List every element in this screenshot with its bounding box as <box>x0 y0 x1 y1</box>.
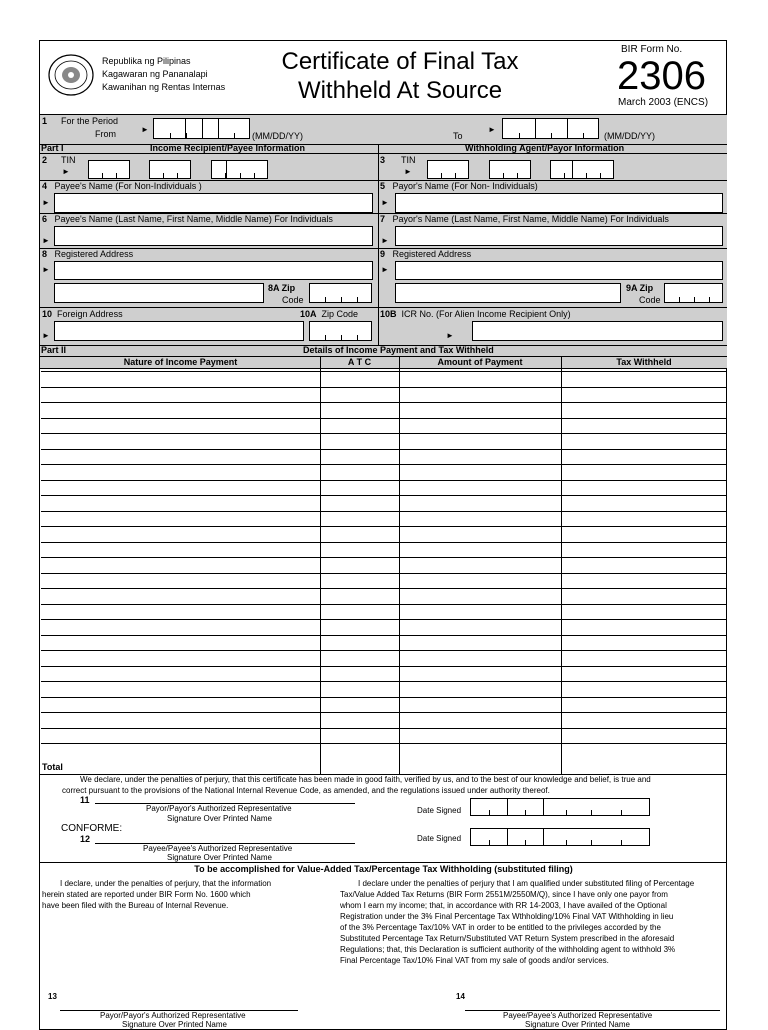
table-row[interactable] <box>41 728 727 729</box>
form-number: 2306 <box>617 54 706 98</box>
table-row[interactable] <box>41 650 727 651</box>
sig12-line2: Signature Over Printed Name <box>167 853 272 862</box>
field9-label: 9 Registered Address <box>380 249 472 259</box>
sig11-line1: Payor/Payor's Authorized Representative <box>146 804 292 813</box>
period-label: For the Period <box>61 116 119 126</box>
table-row[interactable] <box>41 418 727 419</box>
declaration-line1: We declare, under the penalties of perjury, that this certificate has been made in good faith, verified by us, and to the best of our knowledge and belief, is true and <box>80 775 651 784</box>
period-from-label: From <box>95 129 116 139</box>
arrow-icon: ► <box>42 331 50 340</box>
table-row[interactable] <box>41 464 727 465</box>
field10b-label: 10B ICR No. (For Alien Income Recipient Only) <box>380 309 571 319</box>
table-row[interactable] <box>41 619 727 620</box>
part1-label: Part I <box>41 143 64 153</box>
tin-payee-label: TIN <box>61 155 76 165</box>
field6-label: 6 Payee's Name (Last Name, First Name, Middle Name) For Individuals <box>42 214 333 224</box>
declaration-line2: correct pursuant to the provisions of the National Internal Revenue Code, as amended, and the regulations issued under authority thereof. <box>62 786 550 795</box>
substituted-right-text: I declare under the penalties of perjury that I am qualified under substituted filing of Percentage Tax/Value Added Tax Returns (BIR Form 2551M/2550M/Q), since I have only one payor from whom I earn my income; that, in accordance with RR 14-2003, I have availed of the Optional Registration under the 3% Final Percentage Tax Wthholding/10% Final VAT Withholding in lieu of the 3% Percentage Tax/10% VAT in order to be entitled to the privileges accorded by the Substituted Percentage Tax Return/Substituted VAT Return System prescribed in the aforesaid Regulations; that, this Declaration is sufficient authority of the withholding agent to withhold 3% Final Percentage Tax/10% Final VAT from my sale of goods and/or services. <box>340 879 695 965</box>
item11-num: 11 <box>80 795 90 805</box>
field10a-label: 10A Zip Code <box>300 309 359 319</box>
table-row[interactable] <box>41 511 727 512</box>
field8-label: 8 Registered Address <box>42 249 134 259</box>
item12-num: 12 <box>80 834 91 844</box>
sig14-sub: Signature Over Printed Name <box>525 1020 630 1029</box>
sig11-line2: Signature Over Printed Name <box>167 814 272 823</box>
date-signed-12-input[interactable] <box>470 828 650 846</box>
arrow-icon: ► <box>42 236 50 245</box>
tin-payor-num: 3 <box>380 155 386 165</box>
table-row[interactable] <box>41 526 727 527</box>
part2-title: Details of Income Payment and Tax Withheld <box>303 345 494 355</box>
arrow-icon: ► <box>488 125 496 134</box>
arrow-icon: ► <box>141 125 149 134</box>
item14-num: 14 <box>456 992 465 1001</box>
table-row[interactable] <box>41 542 727 543</box>
table-row[interactable] <box>41 604 727 605</box>
col-tax-withheld: Tax Withheld <box>616 357 672 367</box>
arrow-icon: ► <box>42 198 50 207</box>
arrow-icon: ► <box>446 331 454 340</box>
field5-label: 5 Payor's Name (For Non- Individuals) <box>380 181 538 191</box>
tin-payee-num: 2 <box>42 155 48 165</box>
period-num: 1 <box>42 116 48 126</box>
table-row[interactable] <box>41 449 727 450</box>
col-amount: Amount of Payment <box>437 357 523 367</box>
date-signed-12-label: Date Signed <box>417 834 462 843</box>
arrow-icon: ► <box>381 198 389 207</box>
col-nature: Nature of Income Payment <box>123 357 238 367</box>
part1-right-title: Withholding Agent/Payor Information <box>465 143 625 153</box>
period-from-format: (MM/DD/YY) <box>252 131 303 141</box>
form-label: BIR Form No. <box>621 44 683 55</box>
table-row[interactable] <box>41 495 727 496</box>
arrow-icon: ► <box>404 167 412 176</box>
sig14-label: Payee/Payee's Authorized Representative <box>503 1011 653 1020</box>
agency-line-2: Kagawaran ng Pananalapi <box>102 69 208 79</box>
table-row[interactable] <box>41 697 727 698</box>
table-row[interactable] <box>41 588 727 589</box>
table-row[interactable] <box>41 480 727 481</box>
form-date: March 2003 (ENCS) <box>618 97 709 108</box>
sig13-label: Payor/Payor's Authorized Representative <box>100 1011 246 1020</box>
col-atc: A T C <box>347 357 372 367</box>
field7-label: 7 Payor's Name (Last Name, First Name, Middle Name) For Individuals <box>380 214 669 224</box>
table-row[interactable] <box>41 371 727 372</box>
sig12-line1: Payee/Payee's Authorized Representative <box>143 844 293 853</box>
total-label: Total <box>42 762 63 772</box>
part1-left-title: Income Recipient/Payee Information <box>150 143 306 153</box>
period-to-label: To <box>453 131 463 141</box>
zip8-code-label: Code <box>282 295 304 305</box>
part2-label: Part II <box>41 345 67 355</box>
table-row[interactable] <box>41 573 727 574</box>
item13-num: 13 <box>48 992 57 1001</box>
table-row[interactable] <box>41 743 727 744</box>
substituted-left-text: I declare, under the penalties of perjury, that the information herein stated are reported under BIR Form No. 1600 which have been filed with the Bureau of Internal Revenue. <box>42 879 272 910</box>
tin-payor-label: TIN <box>401 155 416 165</box>
table-row[interactable] <box>41 666 727 667</box>
agency-line-3: Kawanihan ng Rentas Internas <box>102 82 226 92</box>
date-signed-11-label: Date Signed <box>417 806 462 815</box>
arrow-icon: ► <box>42 265 50 274</box>
table-row[interactable] <box>41 681 727 682</box>
zip9-label: 9A Zip <box>626 283 654 293</box>
arrow-icon: ► <box>381 236 389 245</box>
arrow-icon: ► <box>62 167 70 176</box>
field4-label: 4 Payee's Name (For Non-Individuals ) <box>42 181 202 191</box>
table-row[interactable] <box>41 635 727 636</box>
arrow-icon: ► <box>381 265 389 274</box>
title-line-1: Certificate of Final Tax <box>281 48 519 75</box>
title-line-2: Withheld At Source <box>297 77 503 104</box>
sig13-sub: Signature Over Printed Name <box>122 1020 227 1029</box>
agency-line-1: Republika ng Pilipinas <box>102 56 191 66</box>
table-row[interactable] <box>41 402 727 403</box>
zip8-label: 8A Zip <box>268 283 296 293</box>
zip9-code-label: Code <box>639 295 661 305</box>
date-signed-11-input[interactable] <box>470 798 650 816</box>
table-row[interactable] <box>41 557 727 558</box>
table-row[interactable] <box>41 387 727 388</box>
field10-label: 10 Foreign Address <box>42 309 123 319</box>
table-row[interactable] <box>41 433 727 434</box>
substituted-title: To be accomplished for Value-Added Tax/Percentage Tax Withholding (substituted filing) <box>194 864 573 874</box>
conforme-label: CONFORME: <box>61 823 123 834</box>
table-row[interactable] <box>41 712 727 713</box>
period-to-format: (MM/DD/YY) <box>604 131 655 141</box>
